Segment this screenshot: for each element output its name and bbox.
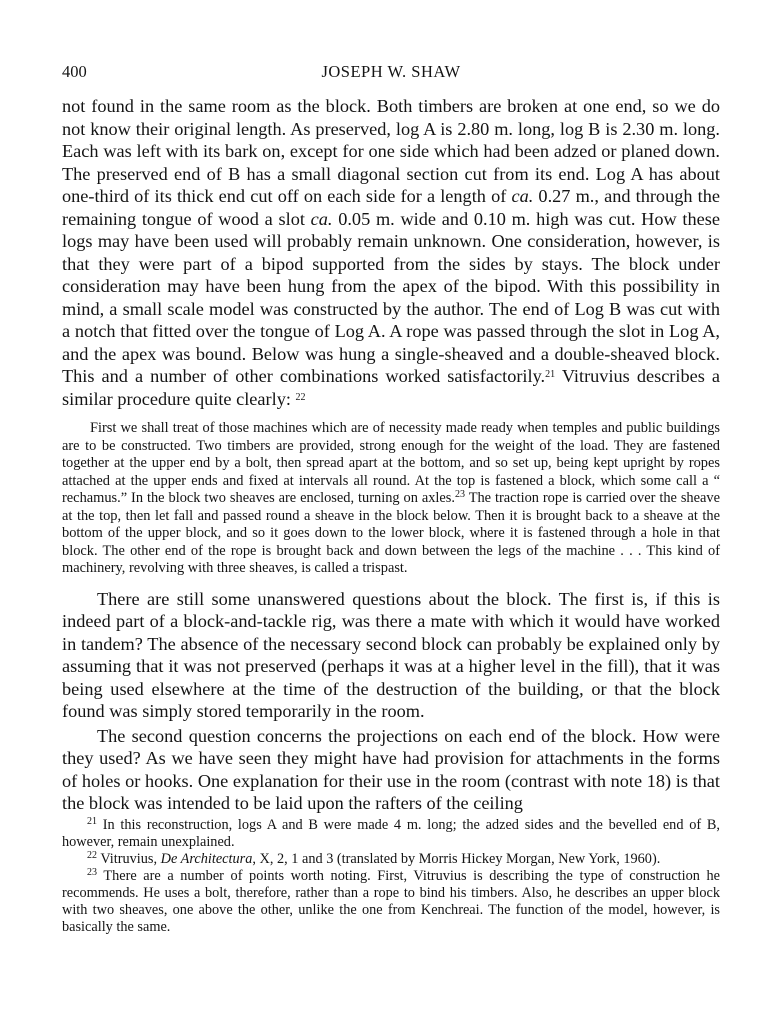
footnote-text: In this reconstruction, logs A and B were made 4 m. long; the adzed sides and the bevelled end of B, however, remain unexplained. <box>62 816 720 850</box>
paragraph-2: There are still some unanswered questions about the block. The first is, if this is indeed part of a block-and-tackle rig, was there a mate with which it would have worked in tandem? The absence of the necessary second block can probably be explained only by assuming that it was not preserved (perhaps it was at a higher level in the fill), that it was being used elsewhere at the time of the destruction of the building, or that the block found was simply stored temporarily in the room. <box>62 588 720 721</box>
footnote-text: , X, 2, 1 and 3 (translated by Morris Hickey Morgan, New York, 1960). <box>252 850 661 867</box>
paragraph-1-text-a: not found in the same room as the block. Both timbers are broken at one end, so we do not know their original length. As preserved, log A is 2.80 m. long, log B is 2.30 m. long. Each was left with its bark on, except for one side which had been adzed or planed down. The preserved end of B has a small diagonal section cut from its end. Log A has about one-third of its thick end cut off on each side for a length of <box>62 96 720 206</box>
paragraph-1-text-d: Vitruvius describes a similar procedure quite clearly: <box>62 366 720 409</box>
footnote-text: Vitruvius, <box>97 850 161 867</box>
footnote-23 <box>62 868 720 936</box>
circa-abbrev: ca. <box>511 186 534 206</box>
running-head <box>62 60 720 84</box>
footnote-ref-21[interactable]: 21 <box>545 369 556 380</box>
circa-abbrev: ca. <box>310 208 333 229</box>
paragraph-1 <box>62 95 720 410</box>
footnotes <box>62 817 720 936</box>
paragraph-1-text-b: 0.27 m., and through the remaining tongue of wood a slot <box>62 186 720 229</box>
running-title: JOSEPH W. SHAW <box>321 62 461 81</box>
footnote-ref-23[interactable]: 23 <box>455 489 466 500</box>
footnote-number: 23 <box>87 866 97 878</box>
block-quote <box>62 420 720 578</box>
cited-work-title: De Architectura <box>160 850 253 867</box>
footnote-text: There are a number of points worth noting. First, Vitruvius is describing the type of construction he recommends. He uses a bolt, therefore, rather than a rope to bind his timbers. Also, he describes an upper block with two sheaves, one above the other, unlike the one from Kenchreai. The function of the model, however, is basically the same. <box>62 867 720 935</box>
footnote-21 <box>62 817 720 851</box>
paragraph-3: The second question concerns the projections on each end of the block. How were they used? As we have seen they might have had provision for attachments in the forms of holes or hooks. One explanation for their use in the room (contrast with note 18) is that the block was intended to be laid upon the rafters of the ceiling <box>62 725 720 813</box>
quote-paragraph <box>62 420 720 578</box>
body-text <box>62 95 720 936</box>
footnote-number: 21 <box>87 815 97 827</box>
page-number: 400 <box>62 62 87 81</box>
footnote-number: 22 <box>87 849 97 861</box>
footnote-22 <box>62 851 720 868</box>
paragraph-1-text-c: 0.05 m. wide and 0.10 m. high was cut. How these logs may have been used will probably remain unknown. One consideration, however, is that they were part of a bipod supported from the sides by stays. The block under consideration may have been hung from the apex of the bipod. With this possibility in mind, a small scale model was constructed by the author. The end of Log B was cut with a notch that fitted over the tongue of Log A. A rope was passed through the slot in Log A, and the apex was bound. Below was hung a single-sheaved and a double-sheaved block. This and a number of other combinations worked satisfactorily. <box>62 208 720 386</box>
footnote-ref-22[interactable]: 22 <box>295 391 306 403</box>
quote-text-b: The traction rope is carried over the sheave at the top, then let fall and passed round a sheave in the block below. Then it is brought back to a sheave at the bottom of the upper block, and so it goes down to the lower block, where it is fastened through a hole in that block. The other end of the rope is brought back and down between the legs of the machine . . . This kind of machinery, revolving with three sheaves, is called a trispast. <box>62 490 720 576</box>
quote-text-a: First we shall treat of those machines which are of necessity made ready when temples and public buildings are to be constructed. Two timbers are provided, strong enough for the weight of the load. They are fastened together at the upper end by a bolt, then spread apart at the bottom, and so set up, being kept upright by ropes attached at the upper ends and fixed at intervals all round. At the top is fastened a block, which some call a “ rechamus.” In the block two sheaves are enclosed, turning on axles. <box>62 420 720 506</box>
